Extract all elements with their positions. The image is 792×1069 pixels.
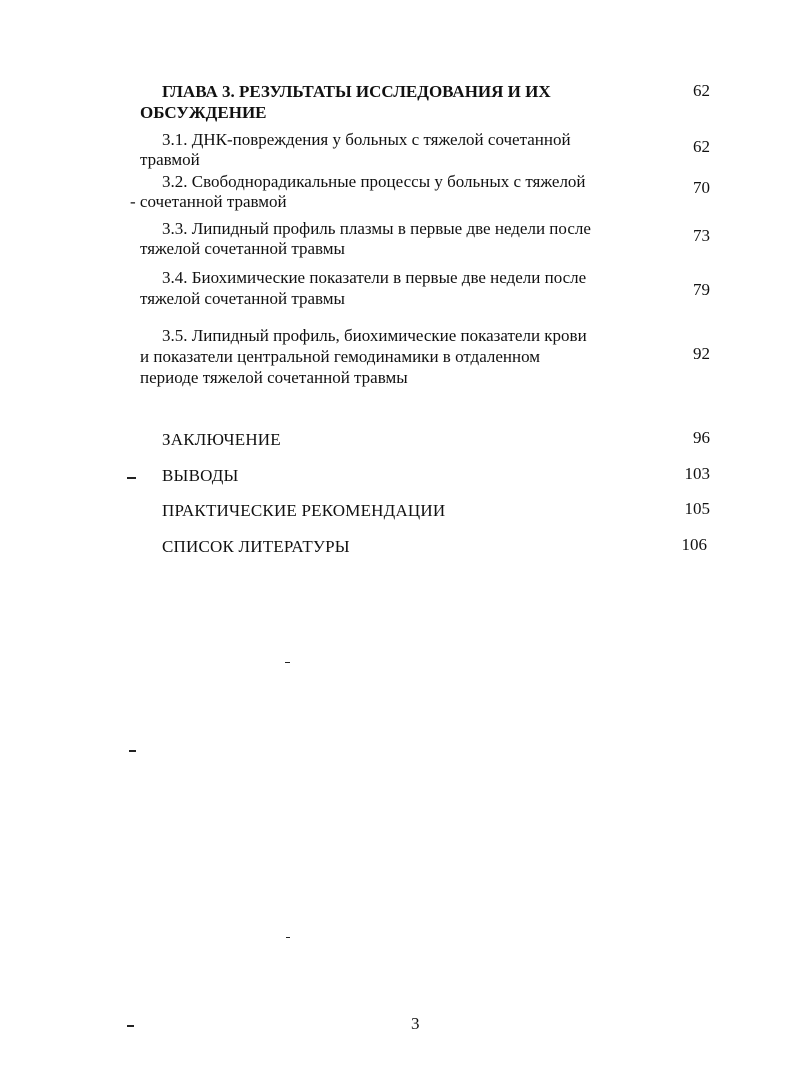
- toc-entry-3-4-page: 79: [693, 280, 710, 299]
- toc-references-label: СПИСОК ЛИТЕРАТУРЫ: [162, 537, 350, 556]
- toc-entry-3-5-page: 92: [693, 344, 710, 363]
- chapter-3-page: 62: [693, 81, 710, 100]
- scan-speck: [286, 937, 290, 938]
- toc-entry-3-4-line1: 3.4. Биохимические показатели в первые две недели после: [162, 268, 587, 287]
- toc-entry-3-2-page: 70: [693, 178, 710, 197]
- toc-conclusions-page: 103: [684, 464, 710, 483]
- page-number: 3: [411, 1014, 420, 1033]
- toc-recommendations-label: ПРАКТИЧЕСКИЕ РЕКОМЕНДАЦИИ: [162, 501, 446, 520]
- toc-entry-3-3-page: 73: [693, 226, 710, 245]
- scan-speck: [285, 662, 290, 663]
- toc-entry-3-1-line2: травмой: [140, 150, 200, 169]
- toc-entry-3-1-page: 62: [693, 137, 710, 156]
- toc-conclusion-page: 96: [693, 428, 710, 447]
- toc-conclusion-label: ЗАКЛЮЧЕНИЕ: [162, 430, 281, 449]
- margin-dash-mark: [127, 477, 136, 479]
- toc-entry-3-2-line2: - сочетанной травмой: [130, 192, 287, 211]
- toc-entry-3-2-line1: 3.2. Свободнорадикальные процессы у больных с тяжелой: [162, 172, 586, 191]
- toc-entry-3-1-line1: 3.1. ДНК-повреждения у больных с тяжелой сочетанной: [162, 130, 571, 149]
- toc-recommendations-page: 105: [684, 499, 710, 518]
- chapter-3-title-line1: ГЛАВА 3. РЕЗУЛЬТАТЫ ИССЛЕДОВАНИЯ И ИХ: [162, 82, 551, 101]
- toc-entry-3-4-line2: тяжелой сочетанной травмы: [140, 289, 345, 308]
- toc-entry-3-5-line1: 3.5. Липидный профиль, биохимические показатели крови: [162, 326, 587, 345]
- toc-entry-3-3-line1: 3.3. Липидный профиль плазмы в первые две недели после: [162, 219, 591, 238]
- toc-entry-3-5-line3: периоде тяжелой сочетанной травмы: [140, 368, 408, 387]
- toc-conclusions-label: ВЫВОДЫ: [162, 466, 239, 485]
- toc-entry-3-5-line2: и показатели центральной гемодинамики в отдаленном: [140, 347, 541, 366]
- margin-dash-mark: [127, 1025, 134, 1027]
- toc-references-page: 106: [681, 535, 707, 554]
- margin-dash-mark: [129, 750, 136, 752]
- toc-entry-3-3-line2: тяжелой сочетанной травмы: [140, 239, 345, 258]
- chapter-3-title-line2: ОБСУЖДЕНИЕ: [140, 103, 267, 122]
